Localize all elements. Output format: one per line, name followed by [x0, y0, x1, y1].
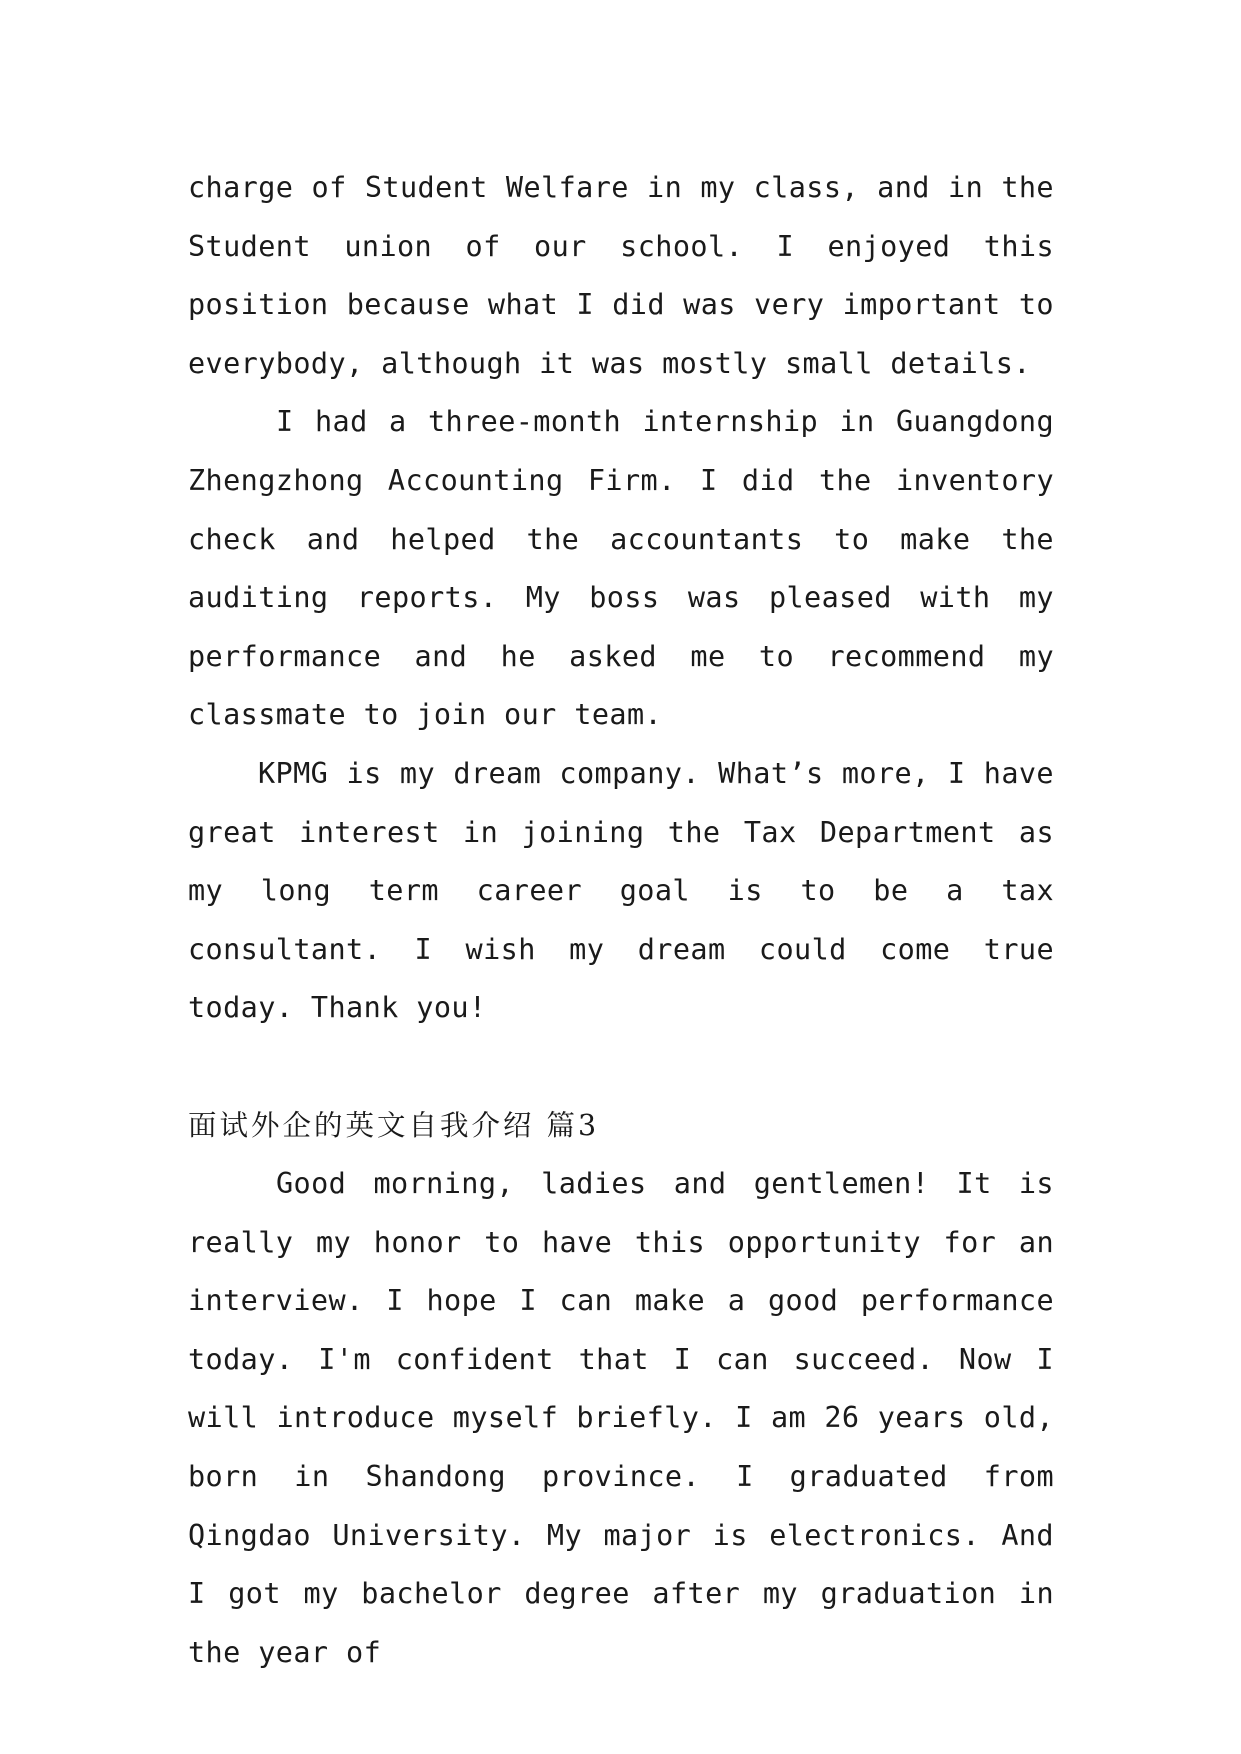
paragraph-kpmg: KPMG is my dream company. What’s more, I have great interest in joining the Tax Department as my long term career goal is to be a tax consultant. I wish my dream could come true today. Thank you!: [188, 756, 1054, 1025]
paragraph-internship: I had a three-month internship in Guangdong Zhengzhong Accounting Firm. I did the inventory check and helped the accountants to make the auditing reports. My boss was pleased with my performance and he asked me to recommend my classmate to join our team.: [188, 405, 1054, 732]
paragraph-greeting: Good morning, ladies and gentlemen! It is really my honor to have this opportunity for an interview. I hope I can make a good performance today. I'm confident that I can succeed. Now I will introduce myself briefly. I am 26 years old, born in Shandong province. I graduated from Qingdao University. My major is electronics. And I got my bachelor degree after my graduation in the year of: [188, 1167, 1054, 1669]
section-heading: 面试外企的英文自我介绍 篇3: [188, 1108, 600, 1142]
document-body: [188, 159, 1054, 1682]
paragraph-student-welfare: charge of Student Welfare in my class, and in the Student union of our school. I enjoyed this position because what I did was very important to everybody, although it was mostly small details.: [188, 171, 1054, 380]
